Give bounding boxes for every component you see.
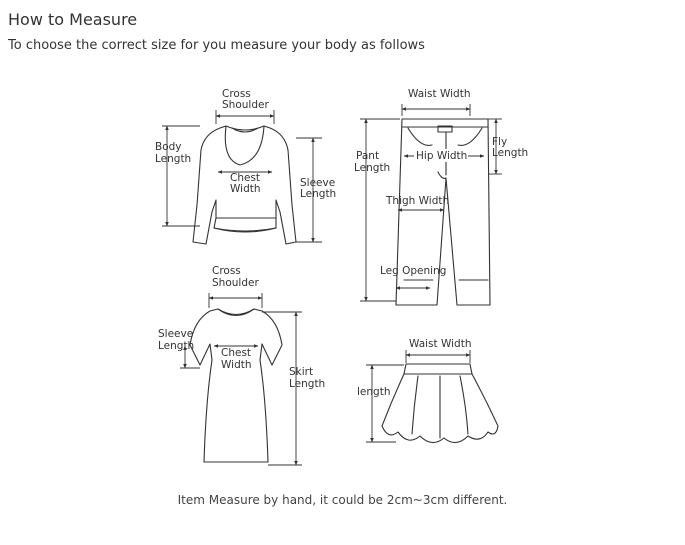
pants-pant-label-1: Pant bbox=[356, 150, 380, 162]
sweater-sleeve-label-2: Length bbox=[300, 188, 337, 200]
sweater-body-label-2: Length bbox=[155, 153, 192, 165]
dress-cross-label-1: Cross bbox=[212, 265, 241, 277]
sweater-cross-label-1: Cross bbox=[222, 88, 251, 100]
pants-fly-label-1: Fly bbox=[492, 136, 508, 148]
page-title: How to Measure bbox=[8, 10, 138, 29]
sweater-sleeve-label-1: Sleeve bbox=[300, 177, 336, 189]
dress-illustration bbox=[190, 309, 282, 462]
dress-chest-label-1: Chest bbox=[221, 347, 252, 359]
sweater-chest-label-2: Width bbox=[230, 183, 261, 195]
dress-sleeve-label-2: Length bbox=[158, 340, 195, 352]
dress-chest-label-2: Width bbox=[221, 359, 252, 371]
pants-leg-label: Leg Opening bbox=[380, 265, 447, 277]
dress-cross-label-2: Shoulder bbox=[212, 277, 259, 289]
dress-sleeve-label-1: Sleeve bbox=[158, 328, 194, 340]
sweater-body-label-1: Body bbox=[155, 141, 182, 153]
skirt-length-label: length bbox=[357, 386, 391, 398]
dress-skirt-label-1: Skirt bbox=[289, 366, 314, 378]
pants-waist-label: Waist Width bbox=[408, 88, 471, 100]
skirt-waist-label: Waist Width bbox=[409, 338, 472, 350]
pants-pant-label-2: Length bbox=[354, 162, 391, 174]
sweater-cross-label-2: Shoulder bbox=[222, 99, 269, 111]
page-subtitle: To choose the correct size for you measure your body as follows bbox=[8, 38, 425, 53]
sweater-chest-label-1: Chest bbox=[230, 172, 261, 184]
dress-skirt-label-2: Length bbox=[289, 378, 326, 390]
pants-thigh-label: Thigh Width bbox=[386, 195, 450, 207]
skirt-illustration bbox=[382, 364, 498, 443]
pants-illustration bbox=[396, 119, 490, 305]
pants-fly-label-2: Length bbox=[492, 147, 529, 159]
footer-note: Item Measure by hand, it could be 2cm~3cm different. bbox=[177, 493, 508, 507]
pants-hip-label: Hip Width bbox=[416, 150, 468, 162]
